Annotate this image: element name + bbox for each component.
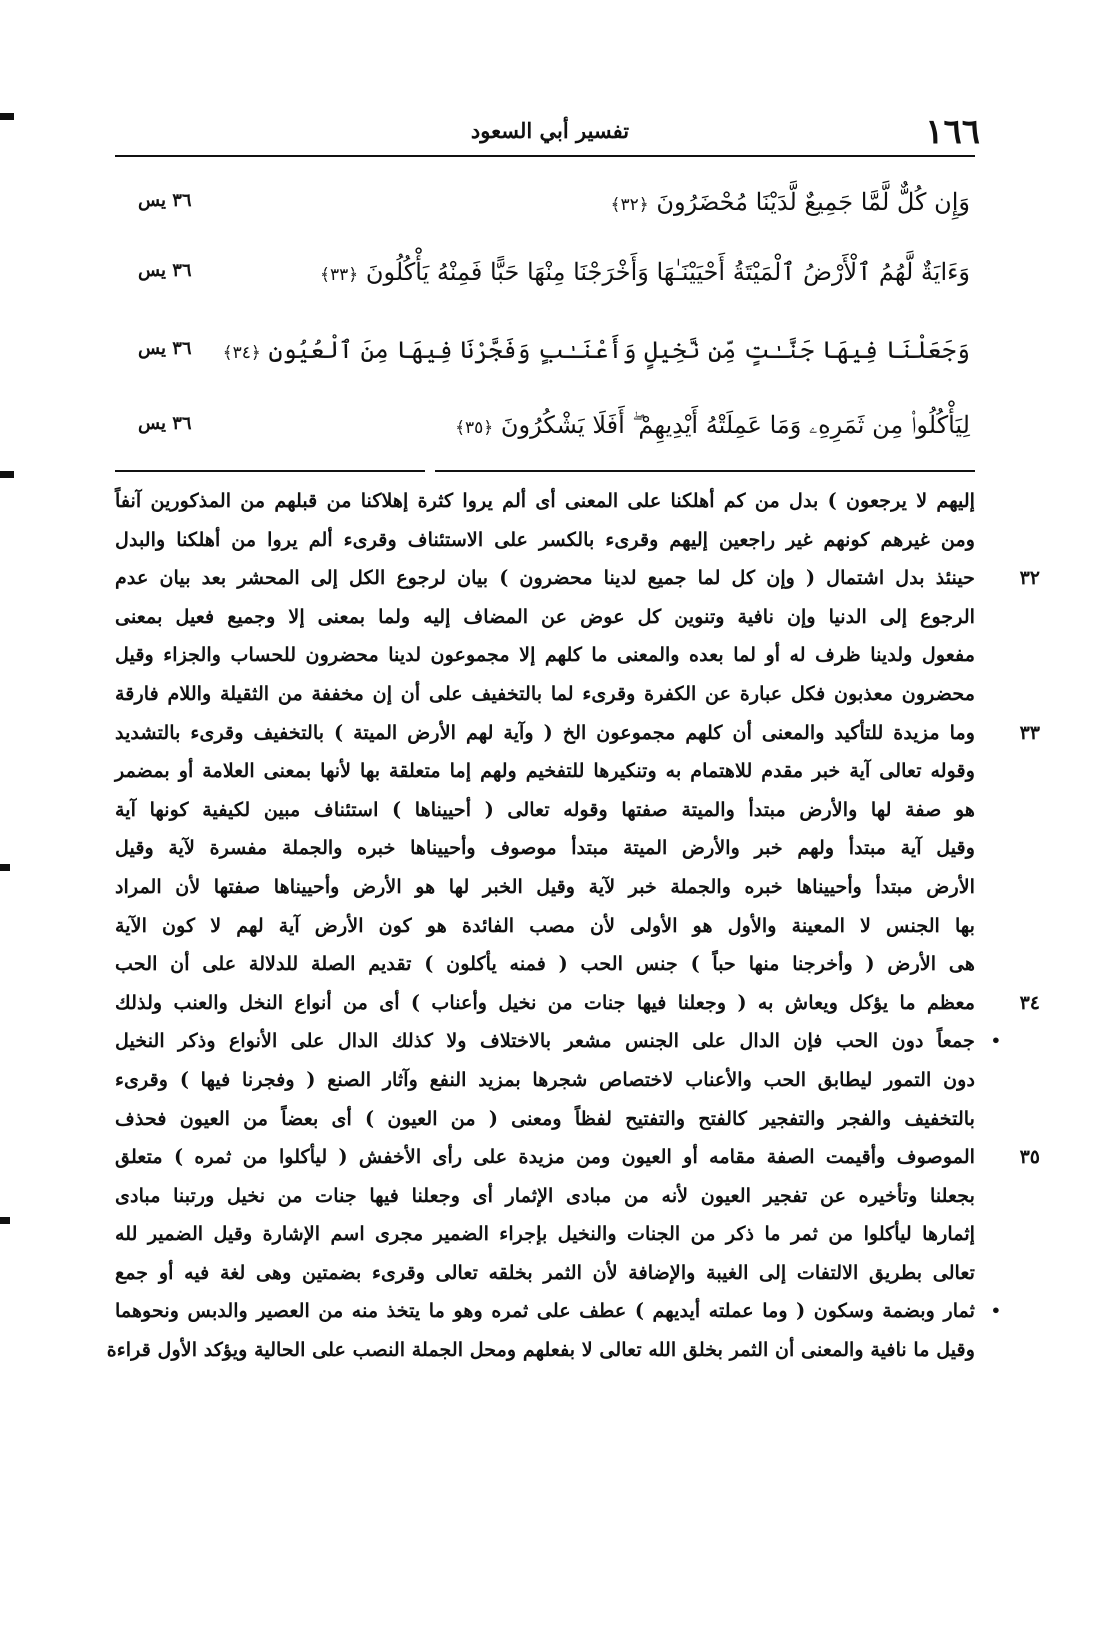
commentary-line — [115, 1100, 975, 1139]
commentary-line-text: ومن غيرهم كونهم غير راجعين إليهم وقرىء بالكسر على الاستئناف وقرىء ألم يروا من أهلكنا والبدل — [115, 527, 975, 551]
running-header-title: تفسير أبي السعود — [470, 118, 630, 143]
commentary-line-text: الأرض مبتدأ وأحييناها خبره والجملة خبر لآية وقيل الخبر لها هو الأرض وأحييناها صفتها لأن المراد — [115, 874, 975, 898]
margin-bullet: • — [990, 1301, 1001, 1321]
commentary-line — [115, 714, 1040, 753]
commentary-line-text: بجعلنا وتأخيره عن تفجير العيون لأنه من مبادى الإثمار أى وجعلنا فيها جنات من نخيل ورتبنا مبادى — [115, 1183, 975, 1207]
commentary-line — [115, 1292, 1001, 1331]
verse-text: لِيَأْكُلُوا۟ مِن ثَمَرِهِۦ وَمَا عَمِلَتْهُ أَيْدِيهِمْ ۖ أَفَلَا يَشْكُرُونَ ﴿٣٥﴾ — [455, 411, 970, 439]
scan-edge-mark — [0, 471, 14, 478]
commentary-line-text: محضرون معذبون فكل عبارة عن الكفرة وقرىء لما بالتخفيف على أن إن مخففة من الثقيلة واللام فارقة — [115, 681, 975, 705]
commentary-line — [115, 1138, 1040, 1177]
commentary-line-text: إثمارها ليأكلوا من ثمر ما ذكر من الجنات والنخيل بإجراء الضمير مجرى اسم الإشارة وقيل الضمير لله — [115, 1222, 975, 1246]
section-rule — [115, 470, 425, 472]
commentary-line — [115, 829, 975, 868]
commentary-line-text: بها الجنس لا المعينة والأول هو الأولى لأن مصب الفائدة هو كون الأرض آية لهم لا كون الآية — [115, 913, 975, 937]
header-rule — [115, 155, 975, 157]
margin-verse-number: ٣٤ — [1019, 991, 1040, 1014]
margin-verse-number: ٣٥ — [1019, 1146, 1040, 1169]
commentary-line — [115, 559, 1040, 598]
commentary-line-text: إليهم لا يرجعون ) بدل من كم أهلكنا على المعنى أى ألم يروا كثرة إهلاكنا من قبلهم من المذكورين آنفاً — [115, 489, 975, 512]
commentary-line — [115, 1215, 975, 1254]
commentary-line — [115, 945, 975, 984]
commentary-line-text: تعالى بطريق الالتفات إلى الغيبة والإضافة لأن الثمر بخلقه تعالى وقرىء بضمتين وهى لغة فيه أو جمع — [115, 1260, 975, 1284]
verse-row — [120, 182, 970, 242]
commentary-line — [115, 907, 975, 946]
commentary-line — [115, 1177, 975, 1216]
commentary-line-text: وقيل ما نافية والمعنى أن الثمر بخلق الله تعالى لا بفعلهم ومحل الجملة النصب على الحالية ويؤكد الأول قراءة — [106, 1338, 975, 1362]
commentary-line — [115, 482, 975, 521]
commentary-line-text: هى الأرض ( وأخرجنا منها حباً ) جنس الحب ( فمنه يأكلون ) تقديم الصلة للدلالة على أن الحب — [115, 952, 975, 976]
commentary-line-text: الرجوع إلى الدنيا وإن نافية وتنوين كل عوض عن المضاف إليه ولما بمعنى إلا وجميع فعيل بمعنى — [115, 604, 975, 628]
commentary-line-text: وقيل آية مبتدأ ولهم خبر والأرض الميتة مبتدأ موصوف وأحييناها خبره والجملة مفسرة لآية وقيل — [115, 836, 975, 860]
commentary-line — [115, 521, 975, 560]
ayah-marker: ﴿٣٤﴾ — [222, 343, 261, 363]
commentary-line — [115, 636, 975, 675]
commentary-line — [115, 1022, 1001, 1061]
verse-row — [120, 330, 970, 390]
commentary-line — [115, 675, 975, 714]
scan-edge-mark — [0, 1217, 10, 1224]
margin-verse-number: ٣٣ — [1019, 721, 1040, 744]
commentary-line — [115, 598, 975, 637]
commentary-line — [115, 984, 1040, 1023]
commentary-line — [106, 1331, 975, 1370]
commentary-line — [115, 868, 975, 907]
verse-text: وَجَعَلْنَا فِيهَا جَنَّـٰتٍ مِّن نَّخِيلٍ وَأَعْنَـٰبٍ وَفَجَّرْنَا فِيهَا مِنَ ٱلْعُيُونِ ﴿٣٤﴾ — [222, 336, 970, 364]
verse-text: وَءَايَةٌ لَّهُمُ ٱلْأَرْضُ ٱلْمَيْتَةُ أَحْيَيْنَـٰهَا وَأَخْرَجْنَا مِنْهَا حَبًّا فَمِنْهُ يَأْكُلُونَ ﴿٣٣﴾ — [320, 258, 970, 286]
verse-reference: ٣٦ يس — [138, 413, 192, 434]
verse-reference: ٣٦ يس — [138, 260, 192, 281]
commentary-line-text: وما مزيدة للتأكيد والمعنى أن كلهم مجموعون الخ ( وآية لهم الأرض الميتة ) بالتخفيف وقرىء بالتشديد — [115, 720, 975, 744]
commentary-line — [115, 1254, 975, 1293]
commentary-line-text: هو صفة لها والأرض مبتدأ والميتة صفتها وقوله تعالى ( أحييناها ) استئناف مبين لكيفية كونها آية — [115, 797, 975, 821]
page-number: ١٦٦ — [925, 112, 980, 152]
margin-verse-number: ٣٢ — [1019, 567, 1040, 590]
verse-row — [120, 252, 970, 312]
commentary-line — [115, 752, 975, 791]
verse-text: وَإِن كُلٌّ لَّمَّا جَمِيعٌ لَّدَيْنَا مُحْضَرُونَ ﴿٣٢﴾ — [610, 188, 970, 216]
ayah-marker: ﴿٣٣﴾ — [320, 265, 359, 285]
commentary-line-text: جمعاً دون الحب فإن الدال على الجنس مشعر بالاختلاف ولا كذلك الدال على الأنواع وذكر النخيل — [115, 1029, 975, 1053]
commentary-line-text: حينئذ بدل اشتمال ( وإن كل لما جميع لدينا محضرون ) بيان لرجوع الكل إلى المحشر بعد بيان عدم — [115, 566, 975, 590]
commentary-line — [115, 791, 975, 830]
commentary-line-text: معظم ما يؤكل ويعاش به ( وجعلنا فيها جنات من نخيل وأعناب ) أى من أنواع النخل والعنب ولذلك — [115, 990, 975, 1014]
verse-reference: ٣٦ يس — [138, 338, 192, 359]
commentary-line-text: ثمار وبضمة وسكون ( وما عملته أيديهم ) عطف على ثمره وهو ما يتخذ منه من العصير والدبس ونحوهما — [115, 1299, 975, 1323]
commentary-line-text: وقوله تعالى آية خبر مقدم للاهتمام به وتنكيرها للتفخيم ولهم إما متعلقة بها لأنها بمعنى العلامة أو بمضمر — [115, 759, 975, 783]
scan-edge-mark — [0, 864, 10, 871]
verse-reference: ٣٦ يس — [138, 190, 192, 211]
margin-bullet: • — [990, 1031, 1001, 1051]
commentary-line-text: الموصوف وأقيمت الصفة مقامه أو العيون ومن مزيدة على رأى الأخفش ( ليأكلوا من ثمره ) متعلق — [115, 1145, 975, 1169]
commentary-text — [106, 482, 1040, 1370]
ayah-marker: ﴿٣٥﴾ — [455, 418, 494, 438]
commentary-line-text: دون التمور ليطابق الحب والأعناب لاختصاص شجرها بمزيد النفع وآثار الصنع ( وفجرنا فيها ) وقرىء — [115, 1067, 975, 1091]
scan-edge-mark — [0, 113, 14, 120]
commentary-line — [115, 1061, 975, 1100]
commentary-line-text: مفعول ولدينا ظرف له أو لما بعده والمعنى ما كلهم إلا مجموعون لدينا محضرون للحساب والجزاء وقيل — [115, 643, 975, 667]
ayah-marker: ﴿٣٢﴾ — [610, 195, 649, 215]
verse-row — [120, 405, 970, 465]
section-rule — [435, 470, 975, 472]
commentary-line-text: بالتخفيف والفجر والتفجير كالفتح والتفتيح لفظاً ومعنى ( من العيون ) أى بعضاً من العيون فحذف — [115, 1106, 975, 1130]
